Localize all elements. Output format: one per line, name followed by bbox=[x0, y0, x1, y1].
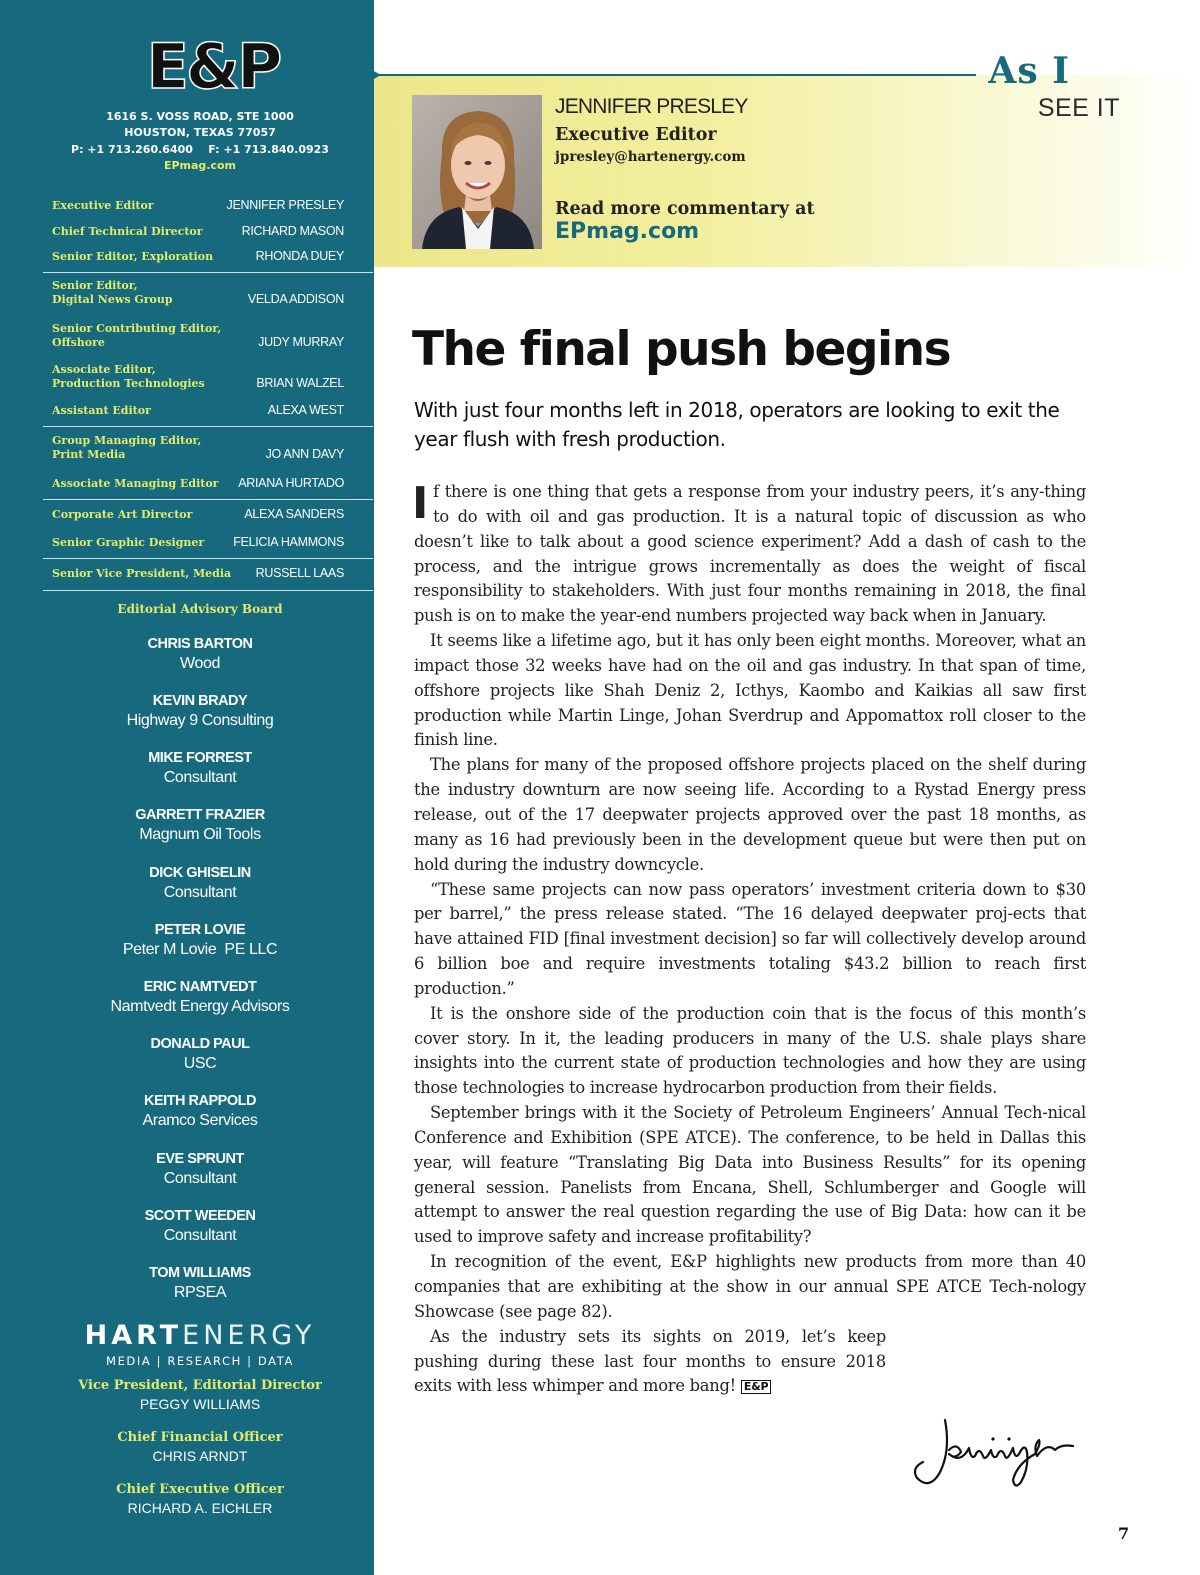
signature-image bbox=[905, 1412, 1085, 1492]
board-member bbox=[0, 692, 400, 731]
board-member-name: MIKE FORREST bbox=[148, 750, 252, 766]
article-headline: The final push begins bbox=[412, 322, 951, 377]
address-line-1: 1616 S. VOSS ROAD, STE 1000 bbox=[106, 110, 294, 123]
board-member-name: KEVIN BRADY bbox=[152, 693, 248, 709]
staff-name: FELICIA HAMMONS bbox=[233, 535, 344, 549]
website-link[interactable]: EPmag.com bbox=[163, 159, 237, 172]
board-member-org: Consultant bbox=[163, 769, 237, 786]
board-member bbox=[0, 1092, 400, 1131]
staff-role: Assistant Editor bbox=[52, 404, 151, 417]
staff-role: Senior Contributing Editor, Offshore bbox=[52, 322, 222, 349]
staff-name: BRIAN WALZEL bbox=[256, 376, 344, 390]
board-member bbox=[0, 1264, 400, 1303]
header-rule bbox=[374, 74, 976, 76]
divider bbox=[43, 499, 373, 500]
divider bbox=[43, 272, 373, 273]
column-subtitle: SEE IT bbox=[1037, 94, 1120, 122]
article-paragraph: The plans for many of the proposed offshore projects placed on the shelf during the industry downturn are now seeing life. According to a Rystad Energy press release, out of the 17 deepwater projects approved over the past 18 months, as many as 16 had previously been in the development queue but were then put on hold during the industry downcycle. bbox=[414, 755, 1086, 874]
phone-fax: P: +1 713.260.6400 F: +1 713.840.0923 bbox=[71, 143, 329, 156]
board-member bbox=[0, 921, 400, 960]
staff-role: Associate Managing Editor bbox=[52, 477, 219, 490]
board-member-org: Wood bbox=[180, 655, 220, 672]
board-member-name: DONALD PAUL bbox=[150, 1036, 250, 1052]
staff-name: ALEXA SANDERS bbox=[244, 507, 344, 521]
executive bbox=[0, 1429, 400, 1465]
board-member bbox=[0, 978, 400, 1017]
divider bbox=[43, 590, 373, 591]
article-paragraph: In recognition of the event, E&P highlights new products from more than 40 companies that are exhibiting at the show in our annual SPE ATCE Tech-nology Showcase (see page 82). bbox=[414, 1252, 1086, 1321]
masthead-sidebar bbox=[0, 0, 374, 1575]
editor-title: Executive Editor bbox=[555, 125, 717, 145]
staff-role: Executive Editor bbox=[52, 199, 154, 212]
staff-name: JUDY MURRAY bbox=[258, 335, 344, 349]
executive-name: RICHARD A. EICHLER bbox=[127, 1500, 273, 1516]
staff-role: Senior Vice President, Media bbox=[52, 567, 232, 580]
executive-role: Chief Financial Officer bbox=[117, 1430, 283, 1445]
column-title: As I bbox=[988, 50, 1070, 92]
executive-name: CHRIS ARNDT bbox=[152, 1448, 248, 1464]
board-member-org: RPSEA bbox=[173, 1284, 227, 1301]
hart-energy-logo bbox=[0, 1320, 400, 1368]
article-paragraph bbox=[414, 1325, 1086, 1400]
staff-name: ALEXA WEST bbox=[267, 403, 344, 417]
board-member bbox=[0, 806, 400, 845]
executive-name: PEGGY WILLIAMS bbox=[139, 1396, 261, 1412]
article-paragraph: September brings with it the Society of Petroleum Engineers’ Annual Tech-nical Conference and Exhibition (SPE ATCE). The conference, to be held in Dallas this year, will feature “Translating Big Data into Business Results” for its opening general session. Panelists from Encana, Shell, Schlumberger and Google will attempt to answer the real question regarding the use of Big Data: how can it be used to improve safety and increase profitability? bbox=[414, 1103, 1086, 1247]
staff-role: Senior Editor, Exploration bbox=[52, 250, 214, 263]
board-member-org: Magnum Oil Tools bbox=[139, 826, 261, 843]
divider bbox=[43, 426, 373, 427]
board-member-name: ERIC NAMTVEDT bbox=[143, 979, 257, 995]
board-member-org: Highway 9 Consulting bbox=[126, 712, 274, 729]
editor-name: JENNIFER PRESLEY bbox=[555, 95, 748, 118]
staff-role: Chief Technical Director bbox=[52, 225, 203, 238]
board-member-name: EVE SPRUNT bbox=[156, 1151, 244, 1167]
editor-photo bbox=[412, 95, 542, 249]
article-paragraph: It is the onshore side of the production coin that is the focus of this month’s cover story. In it, the leading producers in many of the U.S. shale plays share insights into the current state of production technologies and how they are using those technologies to increase hydrocarbon production from their fields. bbox=[414, 1003, 1086, 1098]
staff-name: VELDA ADDISON bbox=[247, 292, 344, 306]
board-member bbox=[0, 749, 400, 788]
staff-role: Associate Editor, Production Technologies bbox=[52, 363, 205, 390]
staff-name: JO ANN DAVY bbox=[265, 447, 344, 461]
board-member-name: KEITH RAPPOLD bbox=[144, 1093, 256, 1109]
article-body bbox=[414, 480, 1086, 1399]
article-paragraph bbox=[414, 480, 1086, 629]
staff-role: Group Managing Editor, Print Media bbox=[52, 434, 202, 461]
executive bbox=[0, 1377, 400, 1413]
board-member-name: DICK GHISELIN bbox=[149, 865, 251, 881]
staff-name: ARIANA HURTADO bbox=[238, 476, 344, 490]
board-member-org: Consultant bbox=[163, 1170, 237, 1187]
executive-role: Vice President, Editorial Director bbox=[78, 1378, 322, 1393]
paragraph-text: f there is one thing that gets a response from your industry peers, it’s any-thing to do with oil and gas production. It is a natural topic of discussion as who doesn’t like to talk about a good science experiment? Add a dash of cash to the process, and the intrigue grows incrementally as does the weight of fiscal responsibility to stakeholders. With just four months remaining in 2018, the final push is on to make the year-end numbers projected way back when in January. bbox=[414, 482, 1086, 626]
board-member-org: Namtvedt Energy Advisors bbox=[110, 998, 290, 1015]
board-member bbox=[0, 1150, 400, 1189]
end-mark-logo: E&P bbox=[741, 1380, 771, 1394]
board-member bbox=[0, 1035, 400, 1074]
board-member-name: SCOTT WEEDEN bbox=[144, 1208, 256, 1224]
read-more-link[interactable]: EPmag.com bbox=[555, 219, 700, 244]
board-member-org: Consultant bbox=[163, 884, 237, 901]
hart-energy-wordmark bbox=[0, 1320, 400, 1352]
staff-name: RUSSELL LAAS bbox=[255, 566, 344, 580]
board-member bbox=[0, 1207, 400, 1246]
board-member-name: PETER LOVIE bbox=[154, 922, 246, 938]
board-member-name: GARRETT FRAZIER bbox=[135, 807, 265, 823]
executive bbox=[0, 1481, 400, 1517]
article-deck: With just four months left in 2018, operators are looking to exit the year flush with fresh production. bbox=[414, 398, 1060, 451]
header-rule-arrow bbox=[372, 70, 381, 80]
board-member-name: TOM WILLIAMS bbox=[149, 1265, 251, 1281]
board-member-name: CHRIS BARTON bbox=[147, 636, 253, 652]
paragraph-text: As the industry sets its sights on 2019, let’s keep pushing during these last four months to ensure 2018 exits with less whimper and more bang! bbox=[414, 1326, 886, 1396]
hart-energy-tagline: MEDIA | RESEARCH | DATA bbox=[106, 1354, 294, 1368]
editor-email[interactable]: jpresley@hartenergy.com bbox=[555, 149, 746, 165]
energy-word: ENERGY bbox=[182, 1320, 316, 1351]
executive-role: Chief Executive Officer bbox=[116, 1482, 284, 1497]
board-member-org: Consultant bbox=[163, 1227, 237, 1244]
staff-role: Corporate Art Director bbox=[52, 508, 193, 521]
staff-role: Senior Editor, Digital News Group bbox=[52, 279, 173, 306]
staff-name: JENNIFER PRESLEY bbox=[226, 198, 344, 212]
staff-name: RICHARD MASON bbox=[241, 224, 344, 238]
staff-name: RHONDA DUEY bbox=[255, 249, 344, 263]
board-member-org: USC bbox=[183, 1055, 217, 1072]
read-more-text: Read more commentary at bbox=[555, 199, 815, 219]
page-number: 7 bbox=[1118, 1524, 1130, 1543]
hart-word: HART bbox=[84, 1320, 183, 1351]
board-member-org: Peter M Lovie PE LLC bbox=[122, 941, 278, 958]
ep-logo: E&P bbox=[146, 30, 280, 103]
article-paragraph: It seems like a lifetime ago, but it has only been eight months. Moreover, what an impact those 32 weeks have had on the oil and gas industry. In that span of time, offshore projects like Shah Deniz 2, Icthys, Kaombo and Kaikias all saw first production while Martin Linge, Johan Sverdrup and Appomattox roll closer to the finish line. bbox=[414, 631, 1086, 750]
board-member bbox=[0, 864, 400, 903]
divider bbox=[43, 558, 373, 559]
staff-role: Senior Graphic Designer bbox=[52, 536, 205, 549]
drop-cap: I bbox=[412, 478, 429, 529]
address-line-2: HOUSTON, TEXAS 77057 bbox=[124, 126, 276, 139]
board-member bbox=[0, 635, 400, 674]
board-member-org: Aramco Services bbox=[142, 1112, 258, 1129]
article-paragraph: “These same projects can now pass operators’ investment criteria down to $30 per barrel,” the press release stated. “The 16 delayed deepwater proj-ects that have attained FID [final investment decision] so far will collectively develop around 6 billion boe and require investments totaling $43.2 billion to reach first production.” bbox=[414, 879, 1086, 998]
advisory-board-title: Editorial Advisory Board bbox=[117, 602, 283, 616]
